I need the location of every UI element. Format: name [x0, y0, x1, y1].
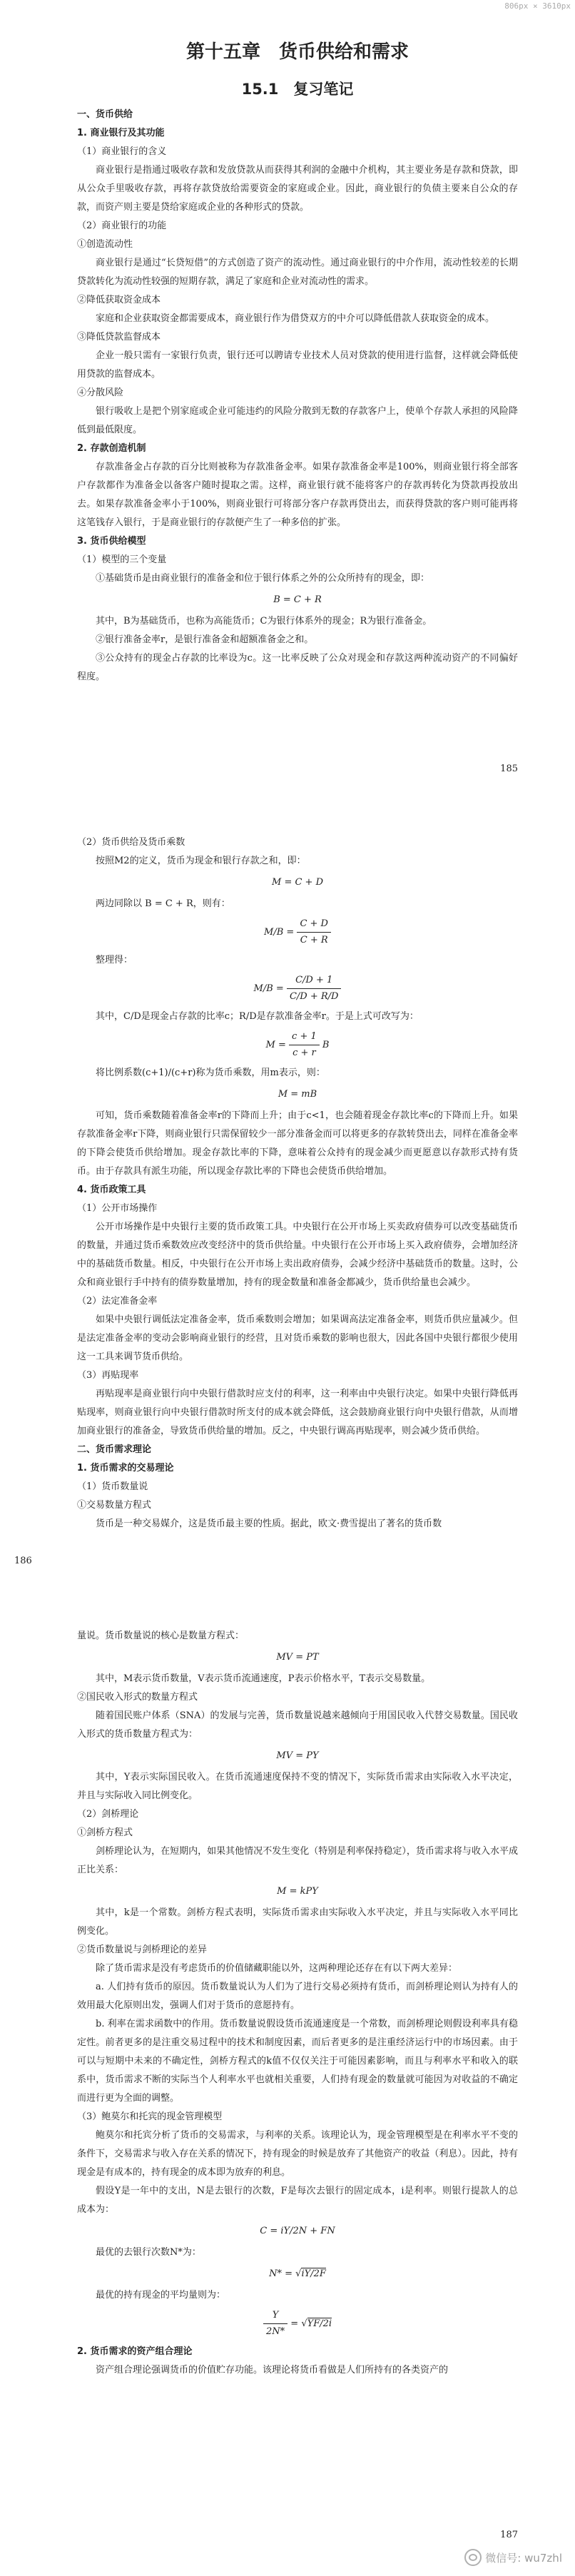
formula-fraction	[77, 916, 518, 948]
page-185	[0, 29, 575, 785]
radicand: YF/2i	[307, 2318, 332, 2329]
paragraph: 剑桥理论认为，在短期内，如果其他情况不发生变化（特别是利率保持稳定），货币需求将与收入水平成正比关系：	[77, 1846, 518, 1875]
formula: M = kPY	[277, 1886, 318, 1897]
subheading: （2）货币供给及货币乘数	[77, 837, 185, 848]
subheading: ③降低贷款监督成本	[77, 332, 161, 343]
paragraph: 随着国民账户体系（SNA）的发展与完善，货币数量说越来越倾向于用国民收入代替交易数量。国民收入形式的货币数量方程式为：	[77, 1710, 518, 1740]
paragraph: 公开市场操作是中央银行主要的货币政策工具。中央银行在公开市场上买卖政府债券可以改变基础货币的数量，并通过货币乘数效应改变经济中的货币供给量。中央银行在公开市场上买入政府债券，会增加经济中的基础货币数量。相反，中央银行在公开市场上卖出政府债券，会减少经济中基础货币的数量。这时，公众和商业银行手中持有的债券数量增加，持有的现金数量和准备金都减少，货币供给量也会减少。	[77, 1222, 518, 1288]
wechat-icon	[464, 2549, 482, 2566]
denominator: 2N*	[265, 2326, 285, 2337]
paragraph: 其中，B为基础货币，也称为高能货币；C为银行体系外的现金；R为银行准备金。	[96, 616, 432, 627]
subheading: ④分散风险	[77, 387, 124, 398]
fraction	[263, 2308, 288, 2340]
paragraph: 整理得：	[96, 955, 133, 965]
paragraph: 假设Y是一年中的支出，N是去银行的次数，F是每次去银行的固定成本，i是利率。则银行提款人的总成本为：	[77, 2186, 518, 2215]
sqrt-symbol: √	[295, 2268, 302, 2279]
paragraph: 资产组合理论强调货币的价值贮存功能。该理论将货币看做是人们所持有的各类资产的	[96, 2365, 449, 2375]
paragraph: 可知，货币乘数随着准备金率r的下降而上升；由于c<1，也会随着现金存款比率c的下降而上升。如果存款准备金率r下降，则商业银行只需保留较少一部分准备金而可以将更多的存款转贷出去，同样在准备金率的下降会使货币供给增加。现金存款比率的下降，意味着公众持有的现金减少而更愿意以存款形式持有货币。由于存款具有派生功能，所以现金存款比率的下降也会使货币供给增加。	[77, 1110, 518, 1177]
paragraph: 其中，k是一个常数。剑桥方程式表明，实际货币需求由实际收入水平决定，并且与实际收入水平同比例变化。	[77, 1907, 518, 1937]
wechat-watermark	[464, 2549, 562, 2566]
paragraph: ③公众持有的现金占存款的比率设为c。这一比率反映了公众对现金和存款这两种流动资产的不同偏好程度。	[77, 653, 518, 682]
paragraph: 货币是一种交易媒介，这是货币最主要的性质。据此，欧文·费雪提出了著名的货币数	[96, 1518, 442, 1529]
subheading: （3）鲍莫尔和托宾的现金管理模型	[77, 2111, 223, 2122]
fraction	[287, 973, 342, 1005]
chapter-title: 第十五章 货币供给和需求	[185, 41, 409, 63]
numerator: C/D + 1	[287, 973, 342, 989]
subheading: ①创造流动性	[77, 239, 133, 250]
paragraph: 商业银行是通过“长贷短借”的方式创造了资产的流动性。通过商业银行的中介作用，流动性较差的长期贷款转化为流动性较强的短期存款，满足了家庭和企业对流动性的需求。	[77, 258, 518, 287]
page-number: 187	[500, 2530, 518, 2540]
denominator: C/D + R/D	[289, 991, 339, 1002]
subheading: （2）剑桥理论	[77, 1809, 139, 1820]
page-186	[0, 821, 575, 1577]
paragraph: 再贴现率是商业银行向中央银行借款时应支付的利率，这一利率由中央银行决定。如果中央银行降低再贴现率，则商业银行向中央银行借款时所支付的成本就会降低，这会鼓励商业银行向中央银行借款，从而增加商业银行的准备金，导致货币供给量的增加。反之，中央银行调高再贴现率，则会减少货币供给。	[77, 1389, 518, 1436]
formula-sqrt	[77, 2265, 518, 2283]
paragraph: 家庭和企业获取资金都需要成本，商业银行作为借贷双方的中介可以降低借款人获取资金的成本。	[96, 313, 495, 324]
page-187	[0, 1620, 575, 2569]
equals: =	[290, 2318, 299, 2329]
paragraph: 最优的持有现金的平均量则为：	[96, 2290, 226, 2301]
paragraph: ①基础货币是由商业银行的准备金和位于银行体系之外的公众所持有的现金，即：	[96, 573, 430, 584]
paragraph: 除了货币需求是没有考虑货币的价值储藏职能以外，这两种理论还存在有以下两大差异：	[96, 1963, 458, 1974]
paragraph: 其中，C/D是现金占存款的比率c；R/D是存款准备金率r。于是上式可改写为：	[96, 1011, 419, 1022]
subheading: （3）再贴现率	[77, 1370, 139, 1381]
numerator: Y	[263, 2308, 288, 2324]
paragraph: 存款准备金占存款的百分比则被称为存款准备金率。如果存款准备金率是100%，则商业银行将全部客户存款都作为准备金以备客户随时提取之需。这样，商业银行就不能将客户的存款再转化为贷款再投放出去。如果存款准备金率小于100%，则商业银行可将部分客户存款再贷出去，而获得贷款的客户则可能再将这笔钱存入银行，于是商业银行的存款便产生了一种多倍的扩张。	[77, 462, 518, 528]
paragraph: 将比例系数(c+1)/(c+r)称为货币乘数，用m表示，则：	[96, 1068, 325, 1078]
paragraph: 企业一般只需有一家银行负责，银行还可以聘请专业技术人员对贷款的使用进行监督，这样就会降低使用贷款的监督成本。	[77, 350, 518, 380]
subheading: （1）模型的三个变量	[77, 554, 167, 565]
fraction	[289, 1029, 320, 1061]
formula-rhs: B	[322, 1040, 330, 1050]
paragraph: b. 利率在需求函数中的作用。货币数量说假设货币流通速度是一个常数，而剑桥理论则假设利率具有稳定性。前者更多的是注重交易过程中的技术和制度因素，而后者更多的是注重经济运行中的市场因素。由于可以与短期中未来的不确定性，剑桥方程式的k值不仅仅关注于可能因素影响，而且与利率水平和收入的联系中，货币需求不断的实际当个人利率水平也就相关重要，人们持有现金的数量就可能因为对收益的不确定而进行更为全面的调整。	[77, 2019, 518, 2104]
paragraph: 最优的去银行次数N*为：	[96, 2247, 201, 2258]
paragraph: 其中，M表示货币数量，V表示货币流通速度，P表示价格水平，T表示交易数量。	[96, 1673, 431, 1684]
subsection-heading: 2. 货币需求的资产组合理论	[77, 2346, 193, 2357]
formula: C = iY/2N + FN	[260, 2226, 335, 2236]
page-number: 185	[500, 764, 518, 774]
formula-fraction	[77, 1029, 518, 1061]
formula-fraction	[77, 973, 518, 1005]
paragraph: 商业银行是指通过吸收存款和发放贷款从而获得其利润的金融中介机构，其主要业务是存款和贷款，即从公众手里吸收存款，再将存款贷放给需要资金的家庭或企业。因此，商业银行的负债主要来自公众的存款，而资产则主要是贷给家庭或企业的各种形式的贷款。	[77, 165, 518, 213]
subheading: （1）货币数量说	[77, 1481, 148, 1492]
radicand: iY/2F	[301, 2268, 326, 2279]
subsection-heading: 2. 存款创造机制	[77, 443, 146, 454]
subsection-heading: 1. 商业银行及其功能	[77, 128, 165, 138]
formula-lhs: N* =	[269, 2268, 293, 2279]
part-heading: 二、货币需求理论	[77, 1444, 152, 1455]
paragraph: a. 人们持有货币的原因。货币数量说认为人们为了进行交易必须持有货币，而剑桥理论则认为持有人的效用最大化原则出发，强调人们对于货币的意愿持有。	[77, 1982, 518, 2011]
section-title: 15.1 复习笔记	[241, 81, 354, 98]
subheading: （1）商业银行的含义	[77, 146, 167, 157]
paragraph: 如果中央银行调低法定准备金率，货币乘数则会增加；如果调高法定准备金率，则货币供应量减少。但是法定准备金率的变动会影响商业银行的经营，且对货币乘数的影响也很大，因此各国中央银行都很少使用这一工具来调节货币供给。	[77, 1314, 518, 1362]
subheading: ②国民收入形式的数量方程式	[77, 1692, 198, 1703]
formula-lhs: M =	[265, 1040, 286, 1050]
part-heading: 一、货币供给	[77, 109, 133, 120]
numerator: C + D	[297, 916, 331, 933]
paragraph: ②银行准备金率r，是银行准备金和超额准备金之和。	[96, 634, 314, 645]
numerator: c + 1	[289, 1029, 320, 1045]
subsection-heading: 1. 货币需求的交易理论	[77, 1463, 174, 1474]
formula: MV = PT	[276, 1652, 319, 1663]
subsection-heading: 4. 货币政策工具	[77, 1185, 146, 1195]
page-number: 186	[14, 1556, 32, 1566]
subheading: ②降低获取资金成本	[77, 295, 161, 305]
subheading: （2）商业银行的功能	[77, 220, 167, 231]
denominator: c + r	[292, 1048, 316, 1058]
subheading: ①剑桥方程式	[77, 1827, 133, 1838]
formula: MV = PY	[276, 1750, 319, 1761]
subheading: ②货币数量说与剑桥理论的差异	[77, 1944, 208, 1955]
formula: M = mB	[278, 1089, 317, 1100]
formula: M = C + D	[272, 877, 323, 888]
fraction	[297, 916, 331, 948]
subheading: （2）法定准备金率	[77, 1296, 158, 1307]
denominator: C + R	[300, 935, 328, 945]
paragraph: 银行吸收上是把个别家庭或企业可能违约的风险分散到无数的存款客户上，使单个存款人承担的风险降低到最低限度。	[77, 406, 518, 435]
paragraph: 按照M2的定义，货币为现金和银行存款之和，即：	[96, 856, 306, 866]
image-dims-label: 806px × 3610px	[504, 1, 571, 11]
sqrt-symbol: √	[301, 2318, 307, 2329]
paragraph: 鲍莫尔和托宾分析了货币的交易需求，与利率的关系。该理论认为，现金管理模型是在利率水平不变的条件下，交易需求与收入存在关系的情况下，持有现金的时候是放弃了其他资产的收益（利息）。因此，持有现金是有成本的，持有现金的成本即为放弃的利息。	[77, 2130, 518, 2178]
subheading: （1）公开市场操作	[77, 1203, 158, 1214]
formula-lhs: M/B =	[264, 927, 295, 938]
paragraph: 两边同除以 B = C + R，则有：	[96, 898, 230, 909]
formula-lhs: M/B =	[253, 983, 284, 994]
paragraph: 量说。货币数量说的核心是数量方程式：	[77, 1631, 245, 1641]
formula: B = C + R	[273, 594, 322, 605]
formula-sqrt	[77, 2308, 518, 2340]
watermark-text: 微信号: wu7zhl	[485, 2551, 562, 2565]
subsection-heading: 3. 货币供给模型	[77, 536, 146, 547]
subheading: ①交易数量方程式	[77, 1500, 152, 1511]
paragraph: 其中，Y表示实际国民收入。在货币流通速度保持不变的情况下，实际货币需求由实际收入水平决定，并且与实际收入同比例变化。	[77, 1772, 518, 1801]
